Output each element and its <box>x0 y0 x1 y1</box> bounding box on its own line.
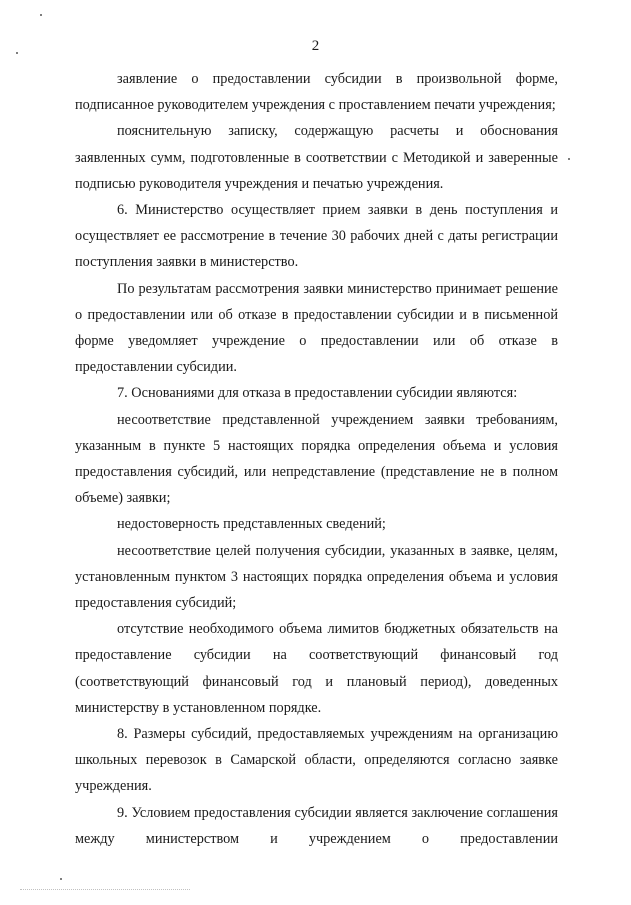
paragraph: 8. Размеры субсидий, предоставляемых учреждениям на организацию школьных перевозок в Самарской области, определяются согласно заявке учреждения. <box>75 726 558 795</box>
scan-speck <box>568 158 570 160</box>
paragraph: заявление о предоставлении субсидии в произвольной форме, подписанное руководителем учреждения с проставлением печати учреждения; <box>75 71 558 114</box>
scan-speck <box>40 14 42 16</box>
scan-noise <box>20 889 190 893</box>
scan-speck <box>16 52 18 54</box>
paragraph: отсутствие необходимого объема лимитов бюджетных обязательств на предоставление субсидии на соответствующий финансовый год (соответствующий финансовый год и плановый период), доведенных министерству в установленном порядке. <box>75 621 558 716</box>
document-body <box>75 66 558 852</box>
paragraph: несоответствие представленной учреждением заявки требованиям, указанным в пункте 5 настоящих порядка определения объема и условия предоставления субсидий, или непредставление (представление не в полном объеме) заявки; <box>75 411 558 507</box>
scan-speck <box>60 878 62 880</box>
paragraph: несоответствие целей получения субсидии, указанных в заявке, целям, установленным пунктом 3 настоящих порядка определения объема и условия предоставления субсидий; <box>75 542 558 612</box>
paragraph: 6. Министерство осуществляет прием заявки в день поступления и осуществляет ее рассмотрение в течение 30 рабочих дней с даты регистрации поступления заявки в министерство. <box>75 202 558 271</box>
paragraph: 9. Условием предоставления субсидии является заключение соглашения между министерством и учреждением о предоставлении <box>75 804 558 847</box>
paragraph: 7. Основаниями для отказа в предоставлении субсидии являются: <box>117 385 518 402</box>
page-number: 2 <box>311 38 320 54</box>
paragraph: По результатам рассмотрения заявки министерство принимает решение о предоставлении или об отказе в предоставлении субсидии и в письменной форме уведомляет учреждение о предоставлении или об отказе в предоставлении субсидии. <box>75 280 558 376</box>
paragraph: пояснительную записку, содержащую расчеты и обоснования заявленных сумм, подготовленные в соответствии с Методикой и заверенные подписью руководителя учреждения и печатью учреждения. <box>75 123 558 192</box>
paragraph: недостоверность представленных сведений; <box>117 516 386 533</box>
